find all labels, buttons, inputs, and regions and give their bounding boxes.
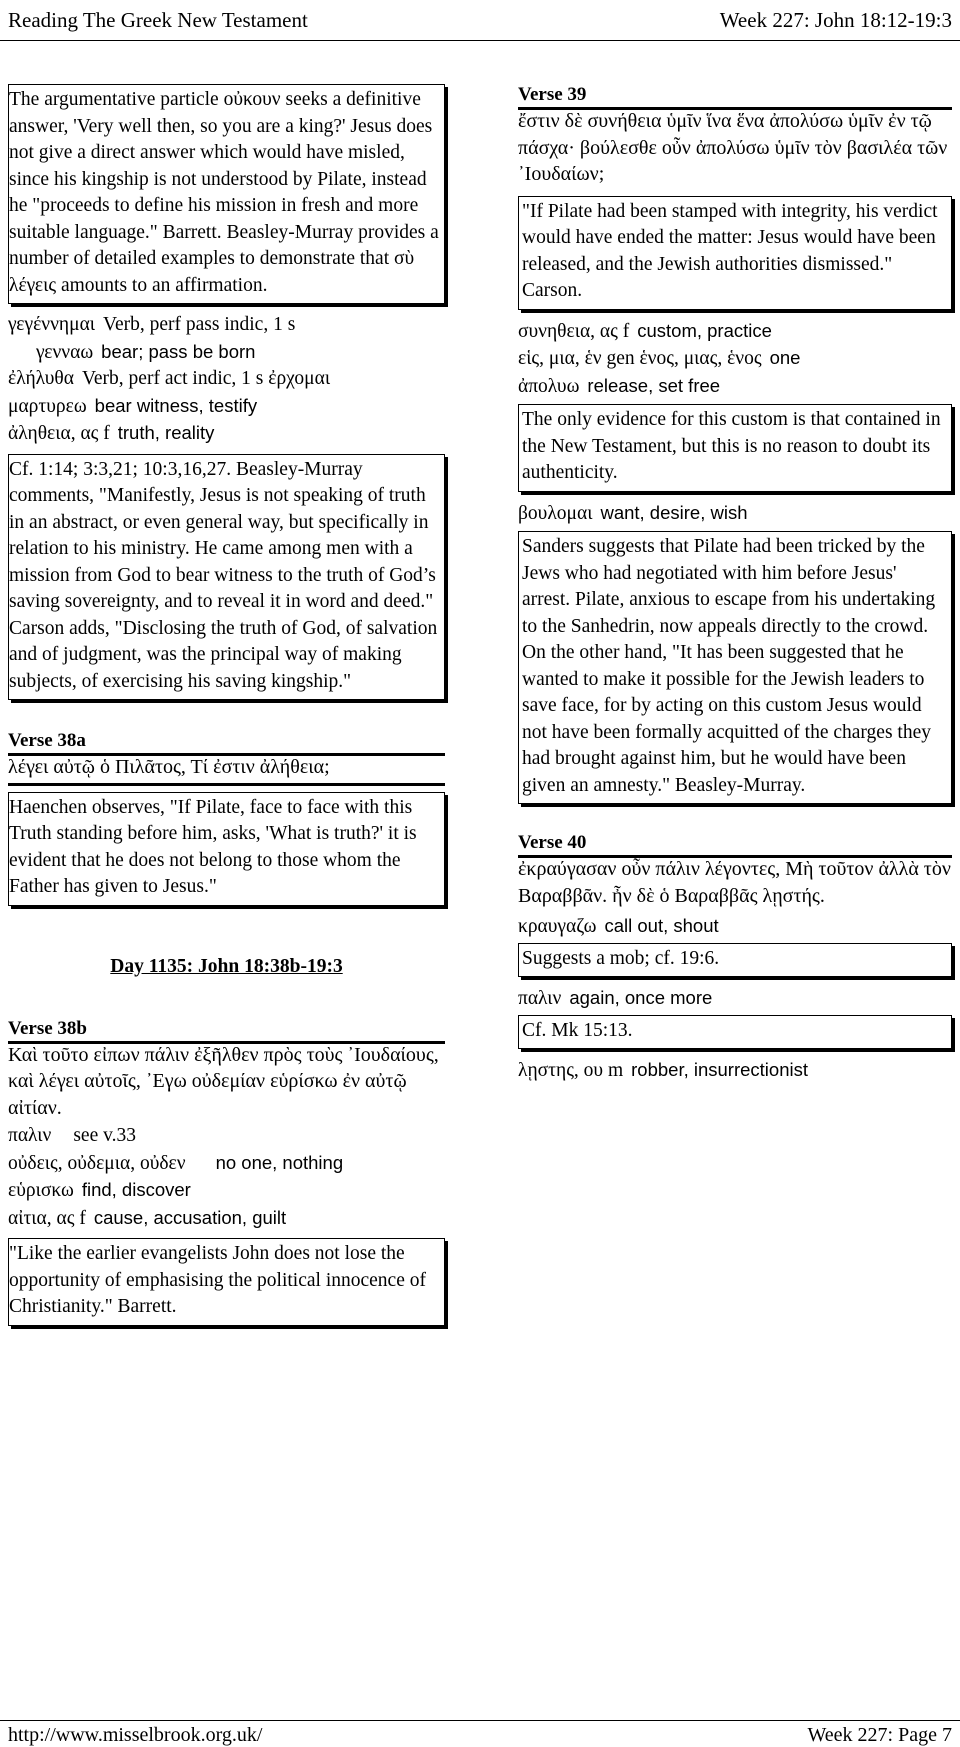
footer-url: http://www.misselbrook.org.uk/ [8,1724,263,1746]
gloss-item: γεγέννημαι Verb, perf pass indic, 1 s [8,314,296,335]
header-title: Reading The Greek New Testament [8,8,308,32]
gloss-item: συνηθεια, ας f custom, practice [518,319,772,342]
note-box: Cf. 1:14; 3:3,21; 10:3,16,27. Beasley-Murray comments, "Manifestly, Jesus is not speaking of truth in an abstract, or even general way, but specifically in relation to his ministry. He came among men with a mission from God to bear witness to the truth of God’s saving sovereignty, and to reveal it in word and deed." Carson adds, "Disclosing the truth of God, of salvation and of judgment, was the principal way of making subjects, of exercising his saving kingship." [8,454,445,701]
verse-greek-text: ἔστιν δὲ συνήθεια ὑμῖν ἵνα ἕνα ἀπολύσω ὑμῖν ἐν τῷ πάσχα· βούλεσθε οὖν ἀπολύσω ὑμῖν τὸν βασιλέα τῶν ᾿Ιουδαίων; [518,110,948,185]
note-box: The argumentative particle οὐκουν seeks a definitive answer, 'Very well then, so you are a king?' Jesus does not give a direct answer which would have misled, since his kingship is not understood by Pilate, instead he "proceeds to define his mission in fresh and more suitable language." Barrett. Beasley-Murray provides a number of detailed examples to demonstrate that σὺ λέγεις amounts to an affirmation. [8,84,445,304]
gloss-item: ἐλήλυθα Verb, perf act indic, 1 s ἐρχομαι [8,368,331,389]
gloss-item: λῃστης, ου m robber, insurrectionist [518,1059,808,1081]
gloss-list [518,318,952,401]
verse-heading: Verse 38b [8,1018,445,1042]
note-box: The only evidence for this custom is that contained in the New Testament, but this is no reason to doubt its authenticity. [518,404,952,492]
page-header [0,0,960,41]
verse-greek-text: λέγει αὐτῷ ὁ Πιλᾶτος, Τί ἐστιν ἀλήθεια; [8,754,445,784]
footer-page-number: Week 227: Page 7 [807,1724,952,1746]
gloss-list [8,312,445,448]
gloss-item: μαρτυρεω bear witness, testify [8,394,258,417]
verse-greek-text: ἐκραύγασαν οὖν πάλιν λέγοντες, Μὴ τοῦτον ἀλλὰ τὸν Βαραββᾶν. ἦν δὲ ὁ Βαραββᾶς λῃστής. [518,858,951,907]
page-footer [0,1720,960,1747]
gloss-item: εἱς, μια, ἑν gen ἑνος, μιας, ἑνος one [518,347,801,369]
note-box: Sanders suggests that Pilate had been tricked by the Jews who had negotiated with him before Jesus' arrest. Pilate, anxious to escape from his undertaking to the Sanhedrin, now appeals directly to the crowd. On the other hand, "It has been suggested that he wanted to make it possible for the Jewish leaders to save face, for by acting on this custom Jesus would not have been formally acquitted of the charges they had brought against him, but he would have been given an amnesty." Beasley-Murray. [518,531,952,804]
gloss-item: παλιν again, once more [518,987,713,1009]
verse-heading: Verse 39 [518,84,952,108]
gloss-item: εὑρισκω find, discover [8,1179,191,1201]
note-box: "Like the earlier evangelists John does not lose the opportunity of emphasising the political innocence of Christianity." Barrett. [8,1238,445,1326]
gloss-item: γενναω bear; pass be born [36,340,256,363]
gloss-item: αἰτια, ας f cause, accusation, guilt [8,1206,287,1229]
note-box: Suggests a mob; cf. 19:6. [518,943,952,978]
gloss-item: οὐδεις, οὐδεμια, οὐδεν no one, nothing [8,1151,344,1174]
header-week: Week 227: John 18:12-19:3 [719,8,952,32]
note-box: Cf. Mk 15:13. [518,1015,952,1050]
gloss-item: κραυγαζω call out, shout [518,915,719,937]
note-box: Haenchen observes, "If Pilate, face to face with this Truth standing before him, asks, 'What is truth?' it is evident that he does not belong to those whom the Father has given to Jesus." [8,792,445,906]
gloss-item: ἀληθεια, ας f truth, reality [8,422,215,444]
gloss-item: ἀπολυω release, set free [518,374,721,397]
verse-greek-text: Καὶ τοῦτο εἰπων πάλιν ἐξῆλθεν πρὸς τοὺς ᾿Ιουδαίους, καὶ λέγει αὐτοῖς, ᾿Εγω οὐδεμίαν εὑρίσκω ἐν αὐτῷ αἰτίαν. [8,1043,439,1119]
verse-heading: Verse 40 [518,832,952,856]
note-box: "If Pilate had been stamped with integrity, his verdict would have ended the matter: Jesus would have been released, and the Jewish authorities dismissed." Carson. [518,196,952,310]
day-heading: Day 1135: John 18:38b-19:3 [110,955,343,977]
gloss-item: παλιν see v.33 [8,1125,136,1146]
right-column [518,84,952,1085]
gloss-item: βουλομαι want, desire, wish [518,501,748,524]
verse-heading: Verse 38a [8,730,445,754]
left-column [8,84,445,1334]
gloss-list [8,1123,445,1232]
